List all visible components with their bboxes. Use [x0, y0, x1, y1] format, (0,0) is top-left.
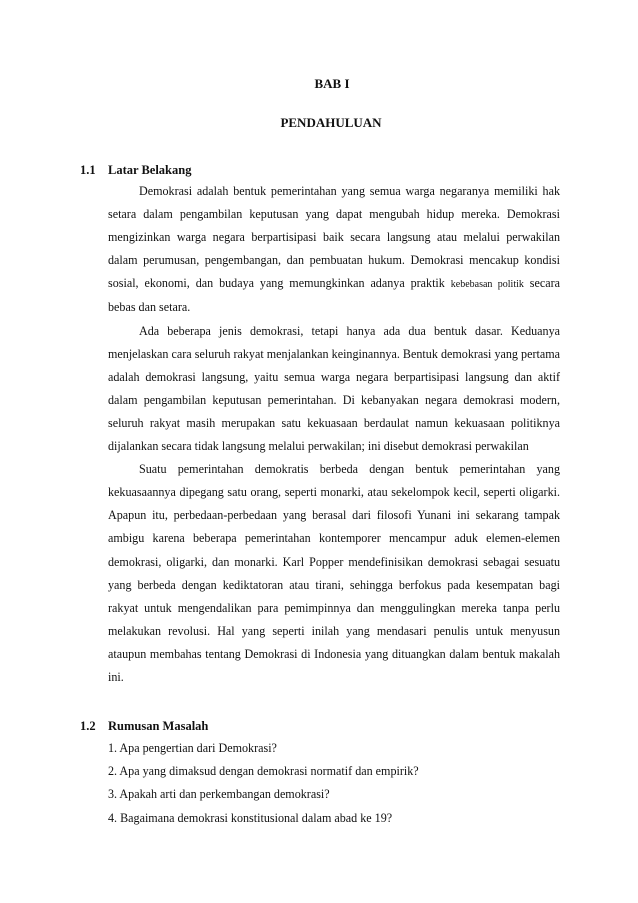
section-2-number: 1.2	[80, 719, 96, 733]
paragraph-3: Suatu pemerintahan demokratis berbeda dengan bentuk pemerintahan yang kekuasaannya dipegang satu orang, seperti monarki, atau sekelompok kecil, seperti oligarki. Apapun itu, perbedaan-perbedaan yang berasal dari filosofi Yunani ini sekarang tampak ambigu karena beberapa pemerintahan kontemporer mencampur aduk elemen-elemen demokrasi, oligarki, dan monarki. Karl Popper mendefinisikan demokrasi sebagai sesuatu yang berbeda dengan kediktatoran atau tirani, sehingga berfokus pada kesempatan bagi rakyat untuk mengendalikan para pemimpinnya dan menggulingkan mereka tanpa perlu melakukan revolusi. Hal yang seperti inilah yang mendasari penulis untuk menyusun ataupun membahas tentang Demokrasi di Indonesia yang dituangkan dalam bentuk makalah ini.	[108, 462, 560, 684]
list-item: 1. Apa pengertian dari Demokrasi?	[108, 741, 277, 755]
paragraph-1-end: secara bebas dan setara.	[108, 276, 560, 315]
chapter-title: PENDAHULUAN	[280, 115, 382, 130]
question-list	[108, 737, 560, 830]
chapter-heading: BAB I	[314, 76, 350, 91]
paragraph-1	[108, 180, 560, 320]
section-2-title: Rumusan Masalah	[108, 719, 209, 733]
paragraph-1-text: Demokrasi adalah bentuk pemerintahan yang semua warga negaranya memiliki hak setara dalam pengambilan keputusan yang dapat mengubah hidup mereka. Demokrasi mengizinkan warga negara berpartisipasi baik secara langsung atau melalui perwakilan dalam perumusan, pengembangan, dan pembuatan hukum. Demokrasi mencakup kondisi sosial, ekonomi, dan budaya yang memungkinkan adanya praktik	[108, 184, 560, 291]
paragraph-1-small-text: kebebasan politik	[450, 279, 524, 291]
list-item: 3. Apakah arti dan perkembangan demokrasi?	[108, 787, 330, 802]
section-1-number: 1.1	[80, 163, 96, 177]
list-item: 2. Apa yang dimaksud dengan demokrasi normatif dan empirik?	[108, 764, 419, 779]
section-1-title: Latar Belakang	[108, 163, 192, 177]
section-1-body	[108, 180, 560, 689]
list-item: 4. Bagaimana demokrasi konstitusional dalam abad ke 19?	[108, 810, 393, 825]
paragraph-2: Ada beberapa jenis demokrasi, tetapi hanya ada dua bentuk dasar. Keduanya menjelaskan cara seluruh rakyat menjalankan keinginannya. Bentuk demokrasi yang pertama adalah demokrasi langsung, yaitu semua warga negara berpartisipasi langsung dan aktif dalam pengambilan keputusan pemerintahan. Di kebanyakan negara demokrasi modern, seluruh rakyat masih merupakan satu kekuasaan berdaulat namun kekuasaan politiknya dijalankan secara tidak langsung melalui perwakilan; ini disebut demokrasi perwakilan	[108, 323, 560, 454]
